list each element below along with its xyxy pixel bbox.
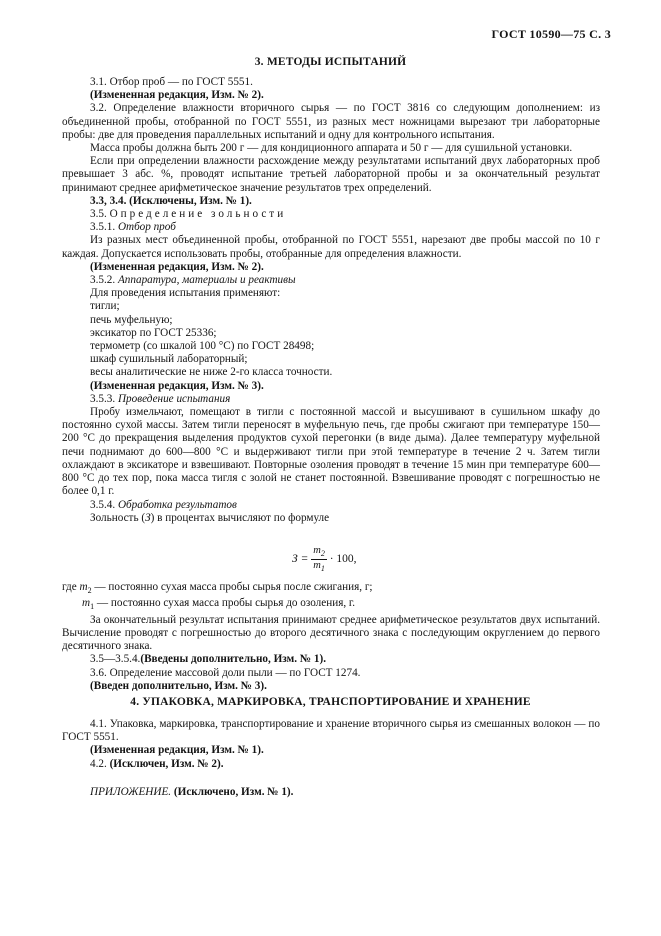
equipment-item: термометр (со шкалой 100 °С) по ГОСТ 28498; (90, 340, 315, 353)
equipment-item: эксикатор по ГОСТ 25336; (90, 326, 217, 339)
clause-3-5-4 (62, 499, 600, 512)
ash-text-a: Зольность ( (90, 511, 146, 524)
clause-3-6-note: (Введен дополнительно, Изм. № 3). (90, 679, 267, 692)
clause-3-5-3-text: Пробу измельчают, помещают в тигли с постоянной массой и высушивают в сушильном шкафу до постоянно сухой массы. Затем тигли переносят в муфельную печь, где пробы сжигают при температуре 150—200 °С до прекращения выделения продуктов сухой перегонки (в виде дыма). Далее температуру муфельной печи поднимают до 600—800 °С и выдерживают тигли при этой температуре в течение 2 ч. Затем тигли охлаждают в эксикаторе и взвешивают. Повторные озоления проводят в течение 15 мин при температуре 600—800 °С до тех пор, пока масса тигля с золой не станет постоянной. Взвешивание проводят с погрешностью не более 0,1 г. (62, 406, 600, 498)
clause-3-5-3-title: Проведение испытания (117, 392, 231, 405)
clause-3-6: 3.6. Определение массовой доли пыли — по ГОСТ 1274. (90, 666, 361, 679)
sample-mass-paragraph: Масса пробы должна быть 200 г — для кондиционного аппарата и 50 г — для сушильной установки. (90, 142, 573, 155)
clause-3-5-3-num: 3.5.3. (90, 392, 116, 405)
section-4-body (62, 718, 600, 771)
equipment-item: весы аналитические не ниже 2-го класса точности. (90, 366, 333, 379)
page-header: ГОСТ 10590—75 С. 3 (491, 27, 611, 41)
clause-4-2: 4.2. (Исключен, Изм. № 2). (90, 757, 224, 770)
formula-rhs: · 100, (329, 553, 357, 566)
clause-3-5-2-note: (Измененная редакция, Изм. № 3). (90, 379, 264, 392)
clause-4-1: 4.1. Упаковка, маркировка, транспортирование и хранение вторичного сырья из смешанных волокон — по ГОСТ 5551. (62, 718, 600, 744)
clause-3-3-text: 3.3, 3.4. (Исключены, Изм. № 1). (90, 194, 252, 207)
clause-3-1: 3.1. Отбор проб — по ГОСТ 5551. (90, 76, 253, 88)
clause-3-5-1-title: Отбор проб (117, 221, 176, 234)
clause-3-3 (62, 195, 600, 208)
clause-3-5-1-num: 3.5.1. (90, 221, 116, 234)
clause-3-5-title: Определение зольности (109, 208, 287, 221)
clause-3-5-4-title: Обработка результатов (117, 498, 237, 511)
formula-numerator: $m_2$ (313, 545, 325, 559)
legend-m1: $m_1$ — постоянно сухая масса пробы сырья до озоления, г. (82, 597, 356, 612)
final-result-paragraph: За окончательный результат испытания принимают среднее арифметическое результатов двух испытаний. Вычисление проводят с погрешностью до второго десятичного знака с последующим округлением до первого десятичного знака. (62, 613, 600, 653)
clause-3-1-note: (Измененная редакция, Изм. № 2). (90, 89, 264, 102)
clause-4-1-note: (Измененная редакция, Изм. № 1). (90, 744, 264, 757)
section-3-body (62, 76, 600, 525)
clause-3-5-num: 3.5. (90, 208, 107, 221)
clause-3-5 (62, 208, 600, 221)
section-4-title: 4. УПАКОВКА, МАРКИРОВКА, ТРАНСПОРТИРОВАНИЕ И ХРАНЕНИЕ (130, 696, 531, 708)
clause-3-5-2-title: Аппаратура, материалы и реактивы (117, 274, 296, 287)
clause-3-5-range: 3.5—3.5.4.(Введены дополнительно, Изм. № 1). (90, 653, 327, 666)
ash-symbol: З (145, 511, 151, 524)
clause-3-5-1-text: Из разных мест объединенной пробы, отобранной по ГОСТ 5551, нарезают две пробы массой по 10 г каждая. Допускается использовать пробы, отобранные для определения влажности. (62, 234, 600, 260)
clause-3-5-4-num: 3.5.4. (90, 498, 116, 511)
equipment-item: печь муфельную; (90, 313, 173, 326)
ash-text-b: ) в процентах вычисляют по формуле (150, 511, 330, 524)
clause-3-5-4-text (62, 512, 600, 525)
clause-3-2: 3.2. Определение влажности вторичного сырья — по ГОСТ 3816 со следующим дополнением: из объединенной пробы, отобранной по ГОСТ 5551, из разных мест ножницами вырезают три лабораторные пробы: две для проведения параллельных испытаний и одну для контрольного испытания. (62, 102, 600, 141)
clause-3-5-2-intro: Для проведения испытания применяют: (90, 287, 281, 300)
formula-lhs: З = (292, 553, 309, 566)
equipment-item: тигли; (90, 300, 120, 313)
legend-m2: где $m_2$ — постоянно сухая масса пробы сырья после сжигания, г; (62, 581, 373, 596)
clause-3-5-2-num: 3.5.2. (90, 274, 116, 287)
formula-legend-and-notes (62, 581, 600, 693)
clause-3-5-1-note: (Измененная редакция, Изм. № 2). (90, 260, 264, 273)
clause-3-5-2 (62, 274, 600, 287)
equipment-item: шкаф сушильный лабораторный; (90, 353, 248, 366)
clause-3-5-1 (62, 221, 600, 234)
section-3-title: 3. МЕТОДЫ ИСПЫТАНИЙ (254, 56, 407, 68)
clause-3-5-3 (62, 393, 600, 406)
appendix-line: ПРИЛОЖЕНИЕ. (Исключено, Изм. № 1). (90, 786, 294, 798)
ash-formula (292, 545, 357, 574)
discrepancy-paragraph: Если при определении влажности расхождение между результатами испытаний двух лабораторных проб превышает 3 абс. %, проводят испытание третьей лабораторной пробы и за окончательный результат принимают среднее арифметическое значение результатов трех определений. (62, 155, 600, 194)
formula-fraction (311, 545, 327, 574)
formula-denominator: $m_1$ (313, 560, 325, 574)
